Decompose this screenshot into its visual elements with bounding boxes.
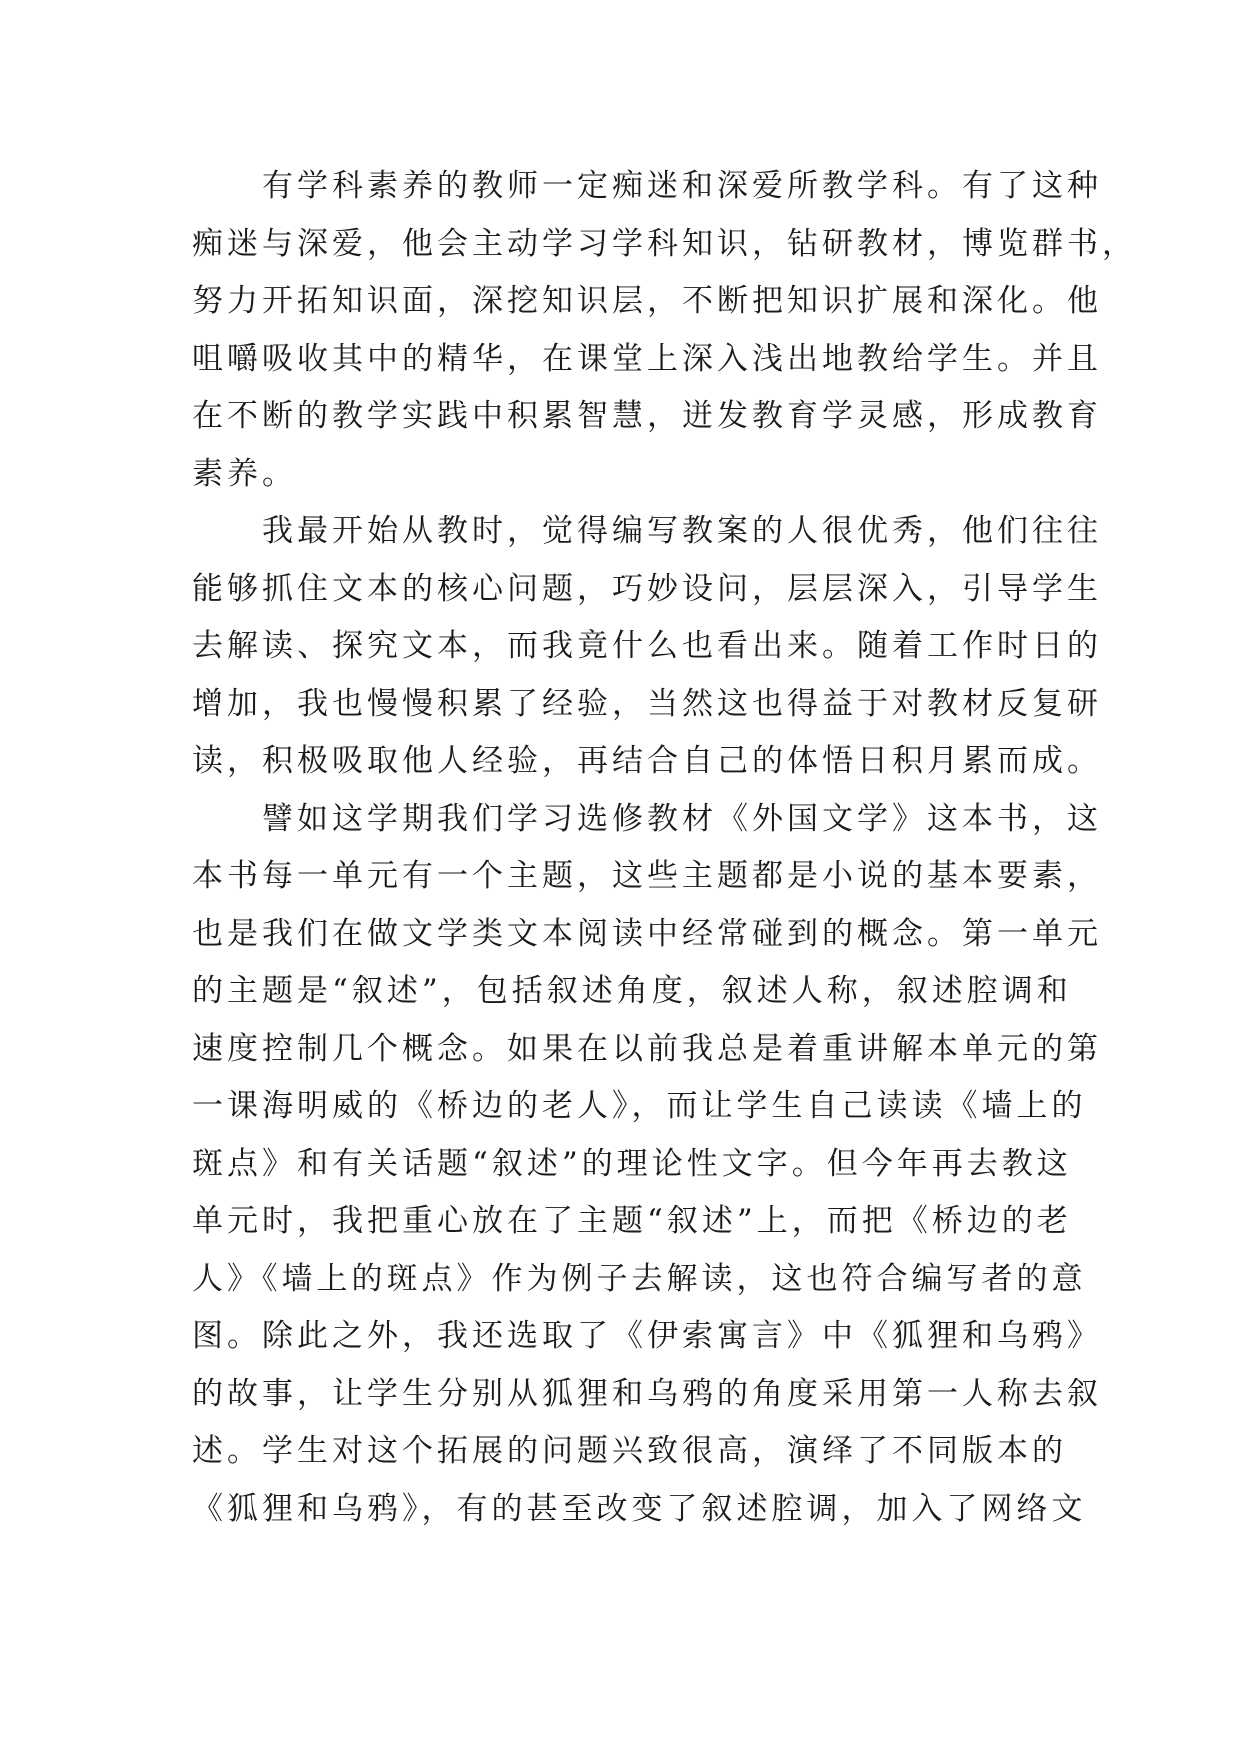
text-line: 在不断的教学实践中积累智慧，迸发教育学灵感，形成教育 (192, 398, 1102, 434)
paragraph-1 (192, 158, 1137, 503)
text-line: 图。除此之外，我还选取了《伊索寓言》中《狐狸和乌鸦》 (192, 1318, 1102, 1354)
text-line: 去解读、探究文本，而我竟什么也看出来。随着工作时日的 (192, 628, 1102, 664)
text-line: 痴迷与深爱，他会主动学习学科知识，钻研教材，博览群书， (192, 225, 1137, 262)
document-body (192, 158, 1137, 1538)
text-line: 能够抓住文本的核心问题，巧妙设问，层层深入，引导学生 (192, 570, 1102, 607)
paragraph-3 (192, 791, 1102, 1539)
text-line: 我最开始从教时，觉得编写教案的人很优秀，他们往往 (262, 513, 1102, 549)
text-line: 譬如这学期我们学习选修教材《外国文学》这本书，这 (262, 800, 1102, 837)
text-line: 《狐狸和乌鸦》，有的甚至改变了叙述腔调，加入了网络文 (192, 1490, 1087, 1527)
text-line: 斑点》和有关话题“叙述”的理论性文字。但今年再去教这 (192, 1145, 1072, 1182)
text-line: 的故事，让学生分别从狐狸和乌鸦的角度采用第一人称去叙 (192, 1375, 1102, 1412)
text-line: 单元时，我把重心放在了主题“叙述”上，而把《桥边的老 (192, 1203, 1072, 1239)
text-line: 一课海明威的《桥边的老人》，而让学生自己读读《墙上的 (192, 1088, 1087, 1124)
text-line: 述。学生对这个拓展的问题兴致很高，演绎了不同版本的 (192, 1433, 1067, 1469)
text-line: 人》《墙上的斑点》作为例子去解读，这也符合编写者的意 (192, 1260, 1087, 1297)
text-line: 咀嚼吸收其中的精华，在课堂上深入浅出地教给学生。并且 (192, 340, 1102, 377)
text-line: 有学科素养的教师一定痴迷和深爱所教学科。有了这种 (262, 168, 1102, 204)
text-line: 努力开拓知识面，深挖知识层，不断把知识扩展和深化。他 (192, 283, 1102, 319)
text-line: 读，积极吸取他人经验，再结合自己的体悟日积月累而成。 (192, 743, 1102, 779)
text-line: 速度控制几个概念。如果在以前我总是着重讲解本单元的第 (192, 1030, 1102, 1067)
text-line: 增加，我也慢慢积累了经验，当然这也得益于对教材反复研 (192, 685, 1102, 722)
text-line: 也是我们在做文学类文本阅读中经常碰到的概念。第一单元 (192, 915, 1102, 952)
text-line: 的主题是“叙述”，包括叙述角度，叙述人称，叙述腔调和 (192, 973, 1072, 1009)
paragraph-2 (192, 503, 1102, 791)
text-line: 素养。 (192, 455, 297, 492)
text-line: 本书每一单元有一个主题，这些主题都是小说的基本要素， (192, 858, 1102, 894)
